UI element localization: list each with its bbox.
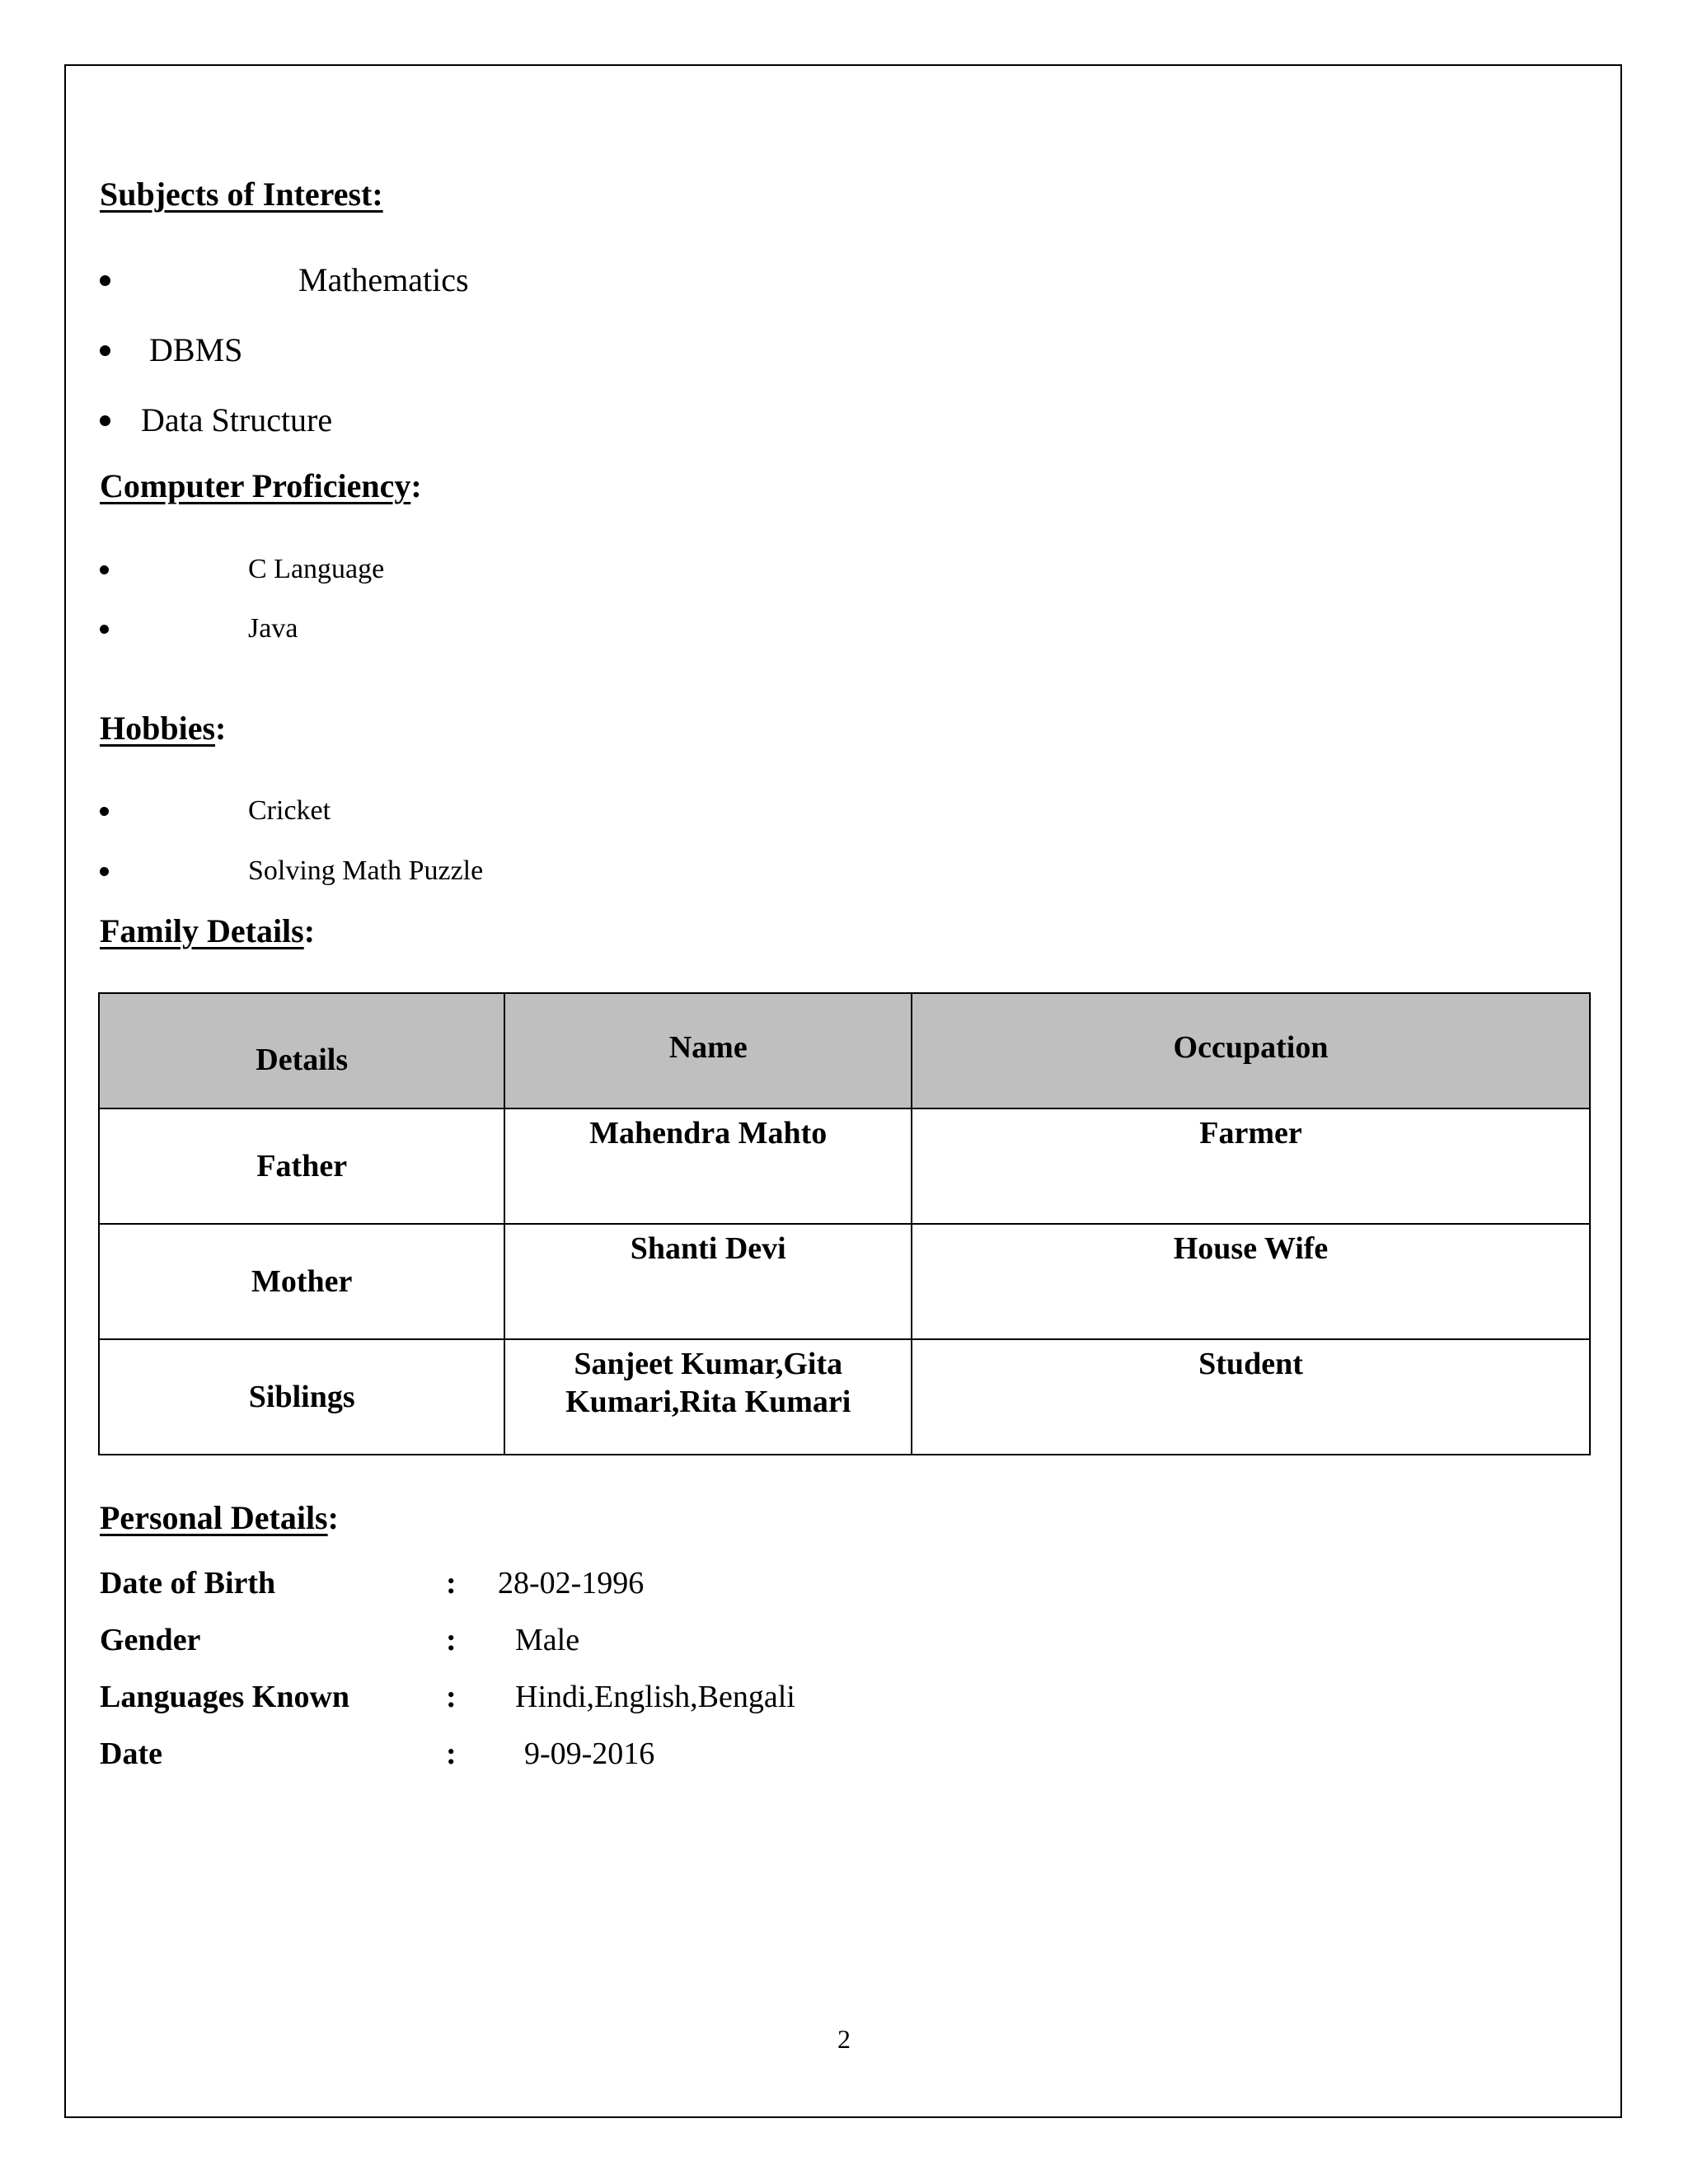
details-cell: Siblings	[99, 1339, 504, 1455]
bullet-icon	[100, 807, 109, 816]
separator-colon: :	[446, 1680, 457, 1714]
heading-colon: :	[303, 912, 316, 949]
hobbies-heading	[100, 712, 226, 745]
column-header-occupation: Occupation	[912, 993, 1590, 1108]
hobby-text: Cricket	[248, 795, 331, 826]
subjects-heading	[100, 178, 383, 211]
table-row	[99, 1108, 1590, 1224]
personal-row-date	[100, 1738, 924, 1779]
name-cell: Shanti Devi	[504, 1224, 912, 1339]
computer-text: Java	[248, 613, 298, 644]
page-number: 2	[837, 2024, 851, 2054]
details-cell: Mother	[99, 1224, 504, 1339]
date-label: Date	[100, 1736, 162, 1771]
personal-row-gender	[100, 1624, 924, 1666]
heading-colon: :	[215, 710, 227, 747]
separator-colon: :	[446, 1736, 457, 1771]
table-header-row	[99, 993, 1590, 1108]
personal-row-dob	[100, 1568, 924, 1609]
gender-label: Gender	[100, 1623, 201, 1657]
table-row	[99, 1339, 1590, 1455]
bullet-icon	[100, 625, 109, 634]
name-cell: Mahendra Mahto	[504, 1108, 912, 1224]
bullet-icon	[100, 867, 109, 876]
column-header-details: Details	[99, 993, 504, 1108]
subjects-heading-text: Subjects of Interest:	[100, 176, 383, 213]
name-cell	[504, 1339, 912, 1455]
heading-colon: :	[327, 1499, 339, 1536]
computer-text: C Language	[248, 554, 385, 584]
name-line: Kumari,Rita Kumari	[565, 1385, 851, 1420]
column-header-name: Name	[504, 993, 912, 1108]
occupation-cell: Farmer	[912, 1108, 1590, 1224]
occupation-cell: Student	[912, 1339, 1590, 1455]
bullet-icon	[100, 415, 110, 426]
bullet-icon	[100, 275, 110, 286]
gender-value: Male	[515, 1623, 580, 1657]
hobby-text: Solving Math Puzzle	[248, 855, 484, 886]
languages-label: Languages Known	[100, 1680, 350, 1714]
computer-heading-text: Computer Proficiency	[100, 467, 411, 504]
personal-row-languages	[100, 1681, 924, 1722]
subject-text: DBMS	[149, 331, 243, 368]
dob-label: Date of Birth	[100, 1566, 276, 1601]
family-heading-text: Family Details	[100, 912, 304, 949]
separator-colon: :	[446, 1623, 457, 1657]
name-line: Sanjeet Kumar,Gita	[574, 1347, 843, 1381]
subject-text: Data Structure	[141, 401, 333, 438]
occupation-cell: House Wife	[912, 1224, 1590, 1339]
hobbies-heading-text: Hobbies	[100, 710, 216, 747]
personal-heading-text: Personal Details	[100, 1499, 328, 1536]
family-heading	[100, 912, 316, 949]
bullet-icon	[100, 565, 109, 574]
date-value: 9-09-2016	[524, 1736, 655, 1771]
separator-colon: :	[446, 1566, 457, 1601]
bullet-icon	[100, 345, 110, 356]
personal-heading	[100, 1499, 339, 1536]
dob-value: 28-02-1996	[498, 1566, 645, 1601]
heading-colon: :	[410, 467, 422, 504]
computer-heading	[100, 467, 422, 504]
subject-text: Mathematics	[298, 261, 469, 298]
family-table	[98, 992, 1591, 1455]
table-row	[99, 1224, 1590, 1339]
languages-value: Hindi,English,Bengali	[515, 1680, 795, 1714]
details-cell: Father	[99, 1108, 504, 1224]
